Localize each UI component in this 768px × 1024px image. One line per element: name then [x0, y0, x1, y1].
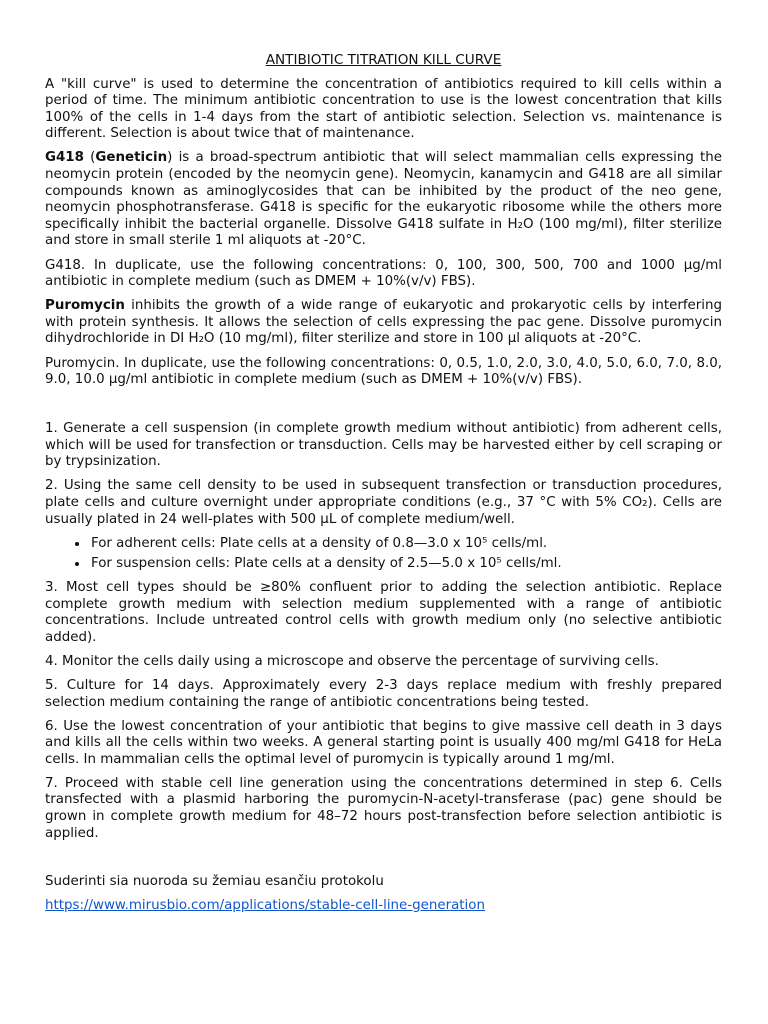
puromycin-paragraph [45, 298, 722, 348]
step-4: 4. Monitor the cells daily using a microscope and observe the percentage of surviving cells. [45, 653, 659, 669]
g418-alias: Geneticin [95, 150, 168, 166]
document-page [45, 52, 722, 922]
g418-name: G418 [45, 150, 84, 166]
plating-bullet-list [45, 536, 722, 573]
footer-note: Suderinti sia nuoroda su žemiau esančiu protokolu [45, 873, 384, 889]
g418-duplicate-paragraph: G418. In duplicate, use the following concentrations: 0, 100, 300, 500, 700 and 1000 µg/ml antibiotic in complete medium (such as DMEM + 10%(v/v) FBS). [45, 257, 722, 290]
step-1: 1. Generate a cell suspension (in complete growth medium without antibiotic) from adherent cells, which will be used for transfection or transduction. Cells may be harvested either by cell scraping or by trypsinization. [45, 421, 722, 470]
g418-text: is a broad-spectrum antibiotic that will select mammalian cells expressing the neomycin protein (encoded by the neomycin gene). Neomycin, kanamycin and G418 are all similar compounds known as aminoglycosides that can be inhibited by the product of the neo gene, neomycin phosphotransferase. G418 is specific for the eukaryotic ribosome while the others more specifically inhibit the bacterial organelle. Dissolve G418 sulfate in H₂O (100 mg/ml), filter sterilize and store in small sterile 1 ml aliquots at -20°C. [45, 150, 722, 249]
puromycin-name: Puromycin [45, 298, 125, 314]
intro-paragraph: A "kill curve" is used to determine the concentration of antibiotics required to kill cells within a period of time. The minimum antibiotic concentration to use is the lowest concentration that kills 100% of the cells in 1-4 days from the start of antibiotic selection. Selection vs. maintenance is different. Selection is about twice that of maintenance. [45, 76, 722, 142]
g418-paragraph: G418 (Geneticin) is a broad-spectrum antibiotic that will select mammalian cells expressing the neomycin protein (encoded by the neomycin gene). Neomycin, kanamycin and G418 are all similar compounds known as aminoglycosides that can be inhibited by the product of the neo gene, neomycin phosphotransferase. G418 is specific for the eukaryotic ribosome while the others more specifically inhibit the bacterial organelle. Dissolve G418 sulfate in H₂O (100 mg/ml), filter sterilize and store in small sterile 1 ml aliquots at -20°C. [45, 150, 722, 249]
step-2: 2. Using the same cell density to be used in subsequent transfection or transduction procedures, plate cells and culture overnight under appropriate conditions (e.g., 37 °C with 5% CO₂). Cells are usually plated in 24 well-plates with 500 µL of complete medium/well. [45, 478, 722, 527]
step-5: 5. Culture for 14 days. Approximately every 2-3 days replace medium with freshly prepared selection medium containing the range of antibiotic concentrations being tested. [45, 677, 722, 710]
document-title: ANTIBIOTIC TITRATION KILL CURVE [265, 52, 502, 68]
bullet-adherent: • For adherent cells: Plate cells at a density of 0.8—3.0 x 10⁵ cells/ml. [89, 536, 722, 553]
puromycin-text: inhibits the growth of a wide range of eukaryotic and prokaryotic cells by interfering with protein synthesis. It allows the selection of cells expressing the pac gene. Dissolve puromycin dihydrochloride in DI H₂O (10 mg/ml), filter sterilize and store in 100 µl aliquots at -20°C. [45, 298, 722, 347]
bullet-suspension: • For suspension cells: Plate cells at a density of 2.5—5.0 x 10⁵ cells/ml. [89, 556, 722, 573]
step-7: 7. Proceed with stable cell line generation using the concentrations determined in step 6. Cells transfected with a plasmid harboring the puromycin-N-acetyl-transferase (pac) gene should be grown in complete growth medium for 48–72 hours post-transfection before selection antibiotic is applied. [45, 775, 722, 841]
step-3: 3. Most cell types should be ≥80% confluent prior to adding the selection antibiotic. Replace complete growth medium with selection medium supplemented with a range of antibiotic concentrations. Include untreated control cells with growth medium only (no selective antibiotic added). [45, 579, 722, 645]
step-6: 6. Use the lowest concentration of your antibiotic that begins to give massive cell death in 3 days and kills all the cells within two weeks. A general starting point is usually 400 mg/ml G418 for HeLa cells. In mammalian cells the optimal level of puromycin is typically around 1 mg/ml. [45, 718, 722, 767]
puromycin-duplicate-paragraph: Puromycin. In duplicate, use the following concentrations: 0, 0.5, 1.0, 2.0, 3.0, 4.0, 5.0, 6.0, 7.0, 8.0, 9.0, 10.0 µg/ml antibiotic in complete medium (such as DMEM + 10%(v/v) FBS). [45, 355, 722, 388]
protocol-link[interactable]: https://www.mirusbio.com/applications/stable-cell-line-generation [45, 897, 485, 913]
